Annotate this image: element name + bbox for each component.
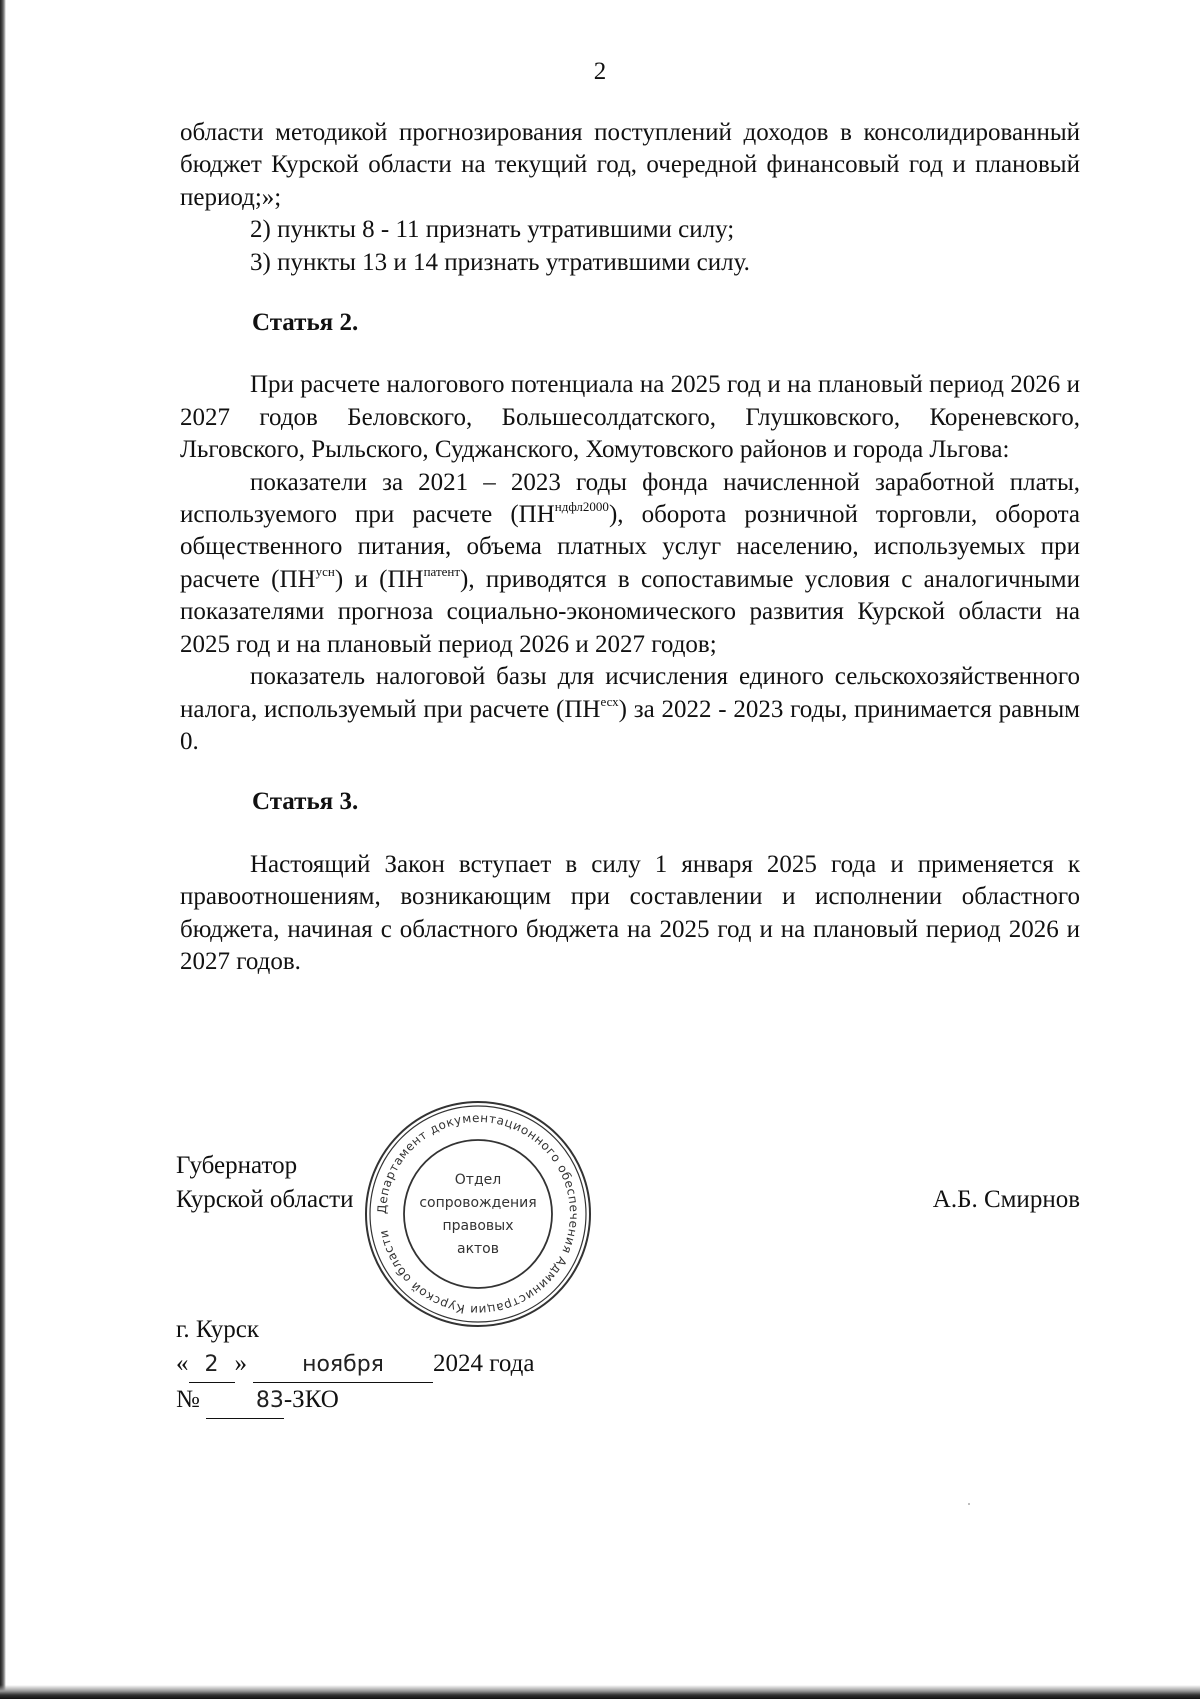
article-2-paragraph-1: При расчете налогового потенциала на 2025 год и на плановый период 2026 и 2027 годов Беловского, Большесолдатского, Глушковского, Кореневского, Льговского, Рыльского, Суджанского, Хомутовского районов и города Льгова: xyxy=(180,371,1080,464)
stamp-inner-line-2: сопровождения xyxy=(419,1195,537,1211)
article-2-paragraph-2: показатели за 2021 – 2023 годы фонда начисленной заработной платы, используемого при расчете $(ПН^{ндфл2000})$, оборота розничной торговли, оборота общественного питания, объема платных услуг населению, используемых при расчете $(ПН^{усн})$ и $(ПН^{патент})$, приводятся в сопоставимые условия с аналогичными показателями прогноза социально-экономического развития Курской области на 2025 год и на плановый период 2026 и 2027 годов; xyxy=(180,468,1081,658)
signatory-title: Губернатор Курской области xyxy=(176,1152,354,1213)
scan-edge-bottom xyxy=(0,1685,1200,1699)
official-stamp xyxy=(362,1098,594,1330)
place-and-date xyxy=(176,1313,534,1419)
paragraph-item-3: 3) пункты 13 и 14 признать утратившими силу. xyxy=(250,248,750,276)
date-year: 2024 года xyxy=(433,1350,535,1377)
signatory-name: А.Б. Смирнов xyxy=(932,1186,1080,1213)
page-number: 2 xyxy=(593,58,607,85)
stamp-inner-line-1: Отдел xyxy=(454,1172,502,1188)
paragraph-continuation: области методикой прогнозирования поступлений доходов в консолидированный бюджет Курской области на текущий год, очередной финансовый год и плановый период;»; xyxy=(180,119,1080,211)
date-month: ноября xyxy=(253,1348,433,1383)
superscript-usn: усн xyxy=(315,563,335,579)
scan-edge-left xyxy=(0,0,6,1699)
superscript-ndfl: ндфл2000 xyxy=(554,499,609,515)
stamp-inner-line-4: актов xyxy=(456,1241,500,1257)
date-day: 2 xyxy=(189,1348,235,1383)
article-3-paragraph-1: Настоящий Закон вступает в силу 1 января 2025 года и применяется к правоотношениям, возникающим при составлении и исполнении областного бюджета, начиная с областного бюджета на 2025 год и на плановый период 2026 и 2027 годов. xyxy=(180,850,1080,975)
article-2-heading: Статья 2. xyxy=(252,309,359,337)
article-3-heading: Статья 3. xyxy=(252,788,359,816)
document-body xyxy=(180,117,1080,978)
law-number: № 83-ЗКО xyxy=(176,1383,534,1419)
stamp-inner-line-3: правовых xyxy=(442,1218,514,1234)
city: г. Курск xyxy=(176,1316,259,1343)
article-2-paragraph-3: показатель налоговой базы для исчисления единого сельскохозяйственного налога, используемый при расчете $(ПН^{есх})$ за 2022 - 2023 годы, принимается равным 0. xyxy=(180,663,1080,755)
scan-speck xyxy=(968,1503,970,1505)
svg-text:Департамент документационного xyxy=(375,1111,581,1317)
superscript-esh: есх xyxy=(600,693,619,709)
paragraph-item-2: 2) пункты 8 - 11 признать утратившими силу; xyxy=(250,216,735,244)
law-number-value: 83 xyxy=(206,1384,284,1419)
stamp-outer-text: Департамент документационного обеспечения Администрации Курской области xyxy=(374,1110,582,1318)
signing-date: « 2 » ноября 2024 года xyxy=(176,1347,534,1383)
superscript-patent: патент xyxy=(423,563,461,579)
